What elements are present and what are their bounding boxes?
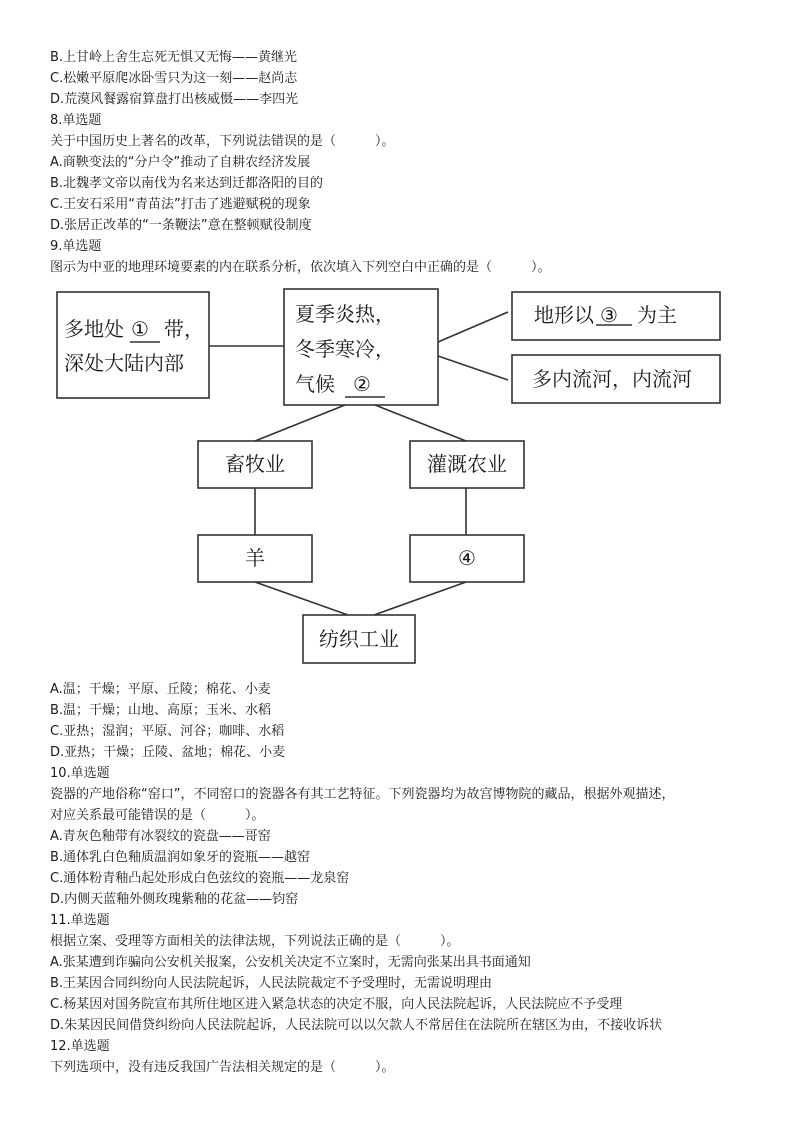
q8-option-a: A.商鞅变法的“分户令”推动了自耕农经济发展 [50,155,311,170]
box1-text-c: 深处大陆内部 [64,351,184,375]
q12-number: 12.单选题 [50,1039,110,1054]
connector [438,356,508,380]
box1-text-a: 多地处 [64,317,124,341]
q9-option-b: B.温；干燥；山地、高原；玉米、水稻 [50,703,272,718]
connector [438,312,508,342]
q11-stem: 根据立案、受理等方面相关的法律法规，下列说法正确的是（ ）。 [50,934,460,949]
box9-text: 纺织工业 [319,627,399,651]
blank-marker-4: ④ [458,546,476,570]
blank-marker-1: ① [131,317,149,341]
q8-number: 8.单选题 [50,113,102,128]
q10-option-b: B.通体乳白色釉质温润如象牙的瓷瓶——越窑 [50,850,311,865]
q8-option-c: C.王安石采用“青苗法”打击了逃避赋税的现象 [50,197,311,212]
q8-option-b: B.北魏孝文帝以南伐为名来达到迁都洛阳的目的 [50,176,324,191]
box3-text-b: 为主 [637,303,677,327]
connector [374,582,466,615]
q11-option-b: B.王某因合同纠纷向人民法院起诉，人民法院裁定不予受理时，无需说明理由 [50,976,493,991]
connector [375,405,466,441]
q10-number: 10.单选题 [50,766,110,781]
box1-text-b: 带， [164,317,204,341]
box2-text-b: 冬季寒冷， [295,337,395,361]
q11-option-a: A.张某遭到诈骗向公安机关报案，公安机关决定不立案时，无需向张某出具书面通知 [50,955,531,970]
box-climate-zone [57,292,209,398]
q11-option-c: C.杨某因对国务院宣布其所住地区进入紧急状态的决定不服，向人民法院起诉，人民法院应不予受理 [50,997,623,1012]
box4-text: 多内流河，内流河 [532,367,692,391]
connector [255,582,348,615]
q10-stem-line-2: 对应关系最可能错误的是（ ）。 [50,808,265,823]
q9-option-a: A.温；干燥；平原、丘陵；棉花、小麦 [50,682,271,697]
box7-text: 羊 [245,546,265,570]
q12-stem: 下列选项中，没有违反我国广告法相关规定的是（ ）。 [50,1060,395,1075]
q10-stem-line-1: 瓷器的产地俗称“窑口”，不同窑口的瓷器各有其工艺特征。下列瓷器均为故宫博物院的藏品，根据外观描述， [50,787,675,802]
box5-text: 畜牧业 [225,452,285,476]
q10-option-a: A.青灰色釉带有冰裂纹的瓷盘——哥窑 [50,829,271,844]
q7-option-c: C.松嫩平原爬冰卧雪只为这一刻——赵尚志 [50,71,298,86]
q8-option-d: D.张居正改革的“一条鞭法”意在整顿赋役制度 [50,218,312,233]
blank-marker-2: ② [353,372,371,396]
q8-stem: 关于中国历史上著名的改革，下列说法错误的是（ ）。 [50,134,395,149]
box6-text: 灌溉农业 [427,452,507,476]
box2-text-a: 夏季炎热， [295,302,395,326]
q11-option-d: D.朱某因民间借贷纠纷向人民法院起诉，人民法院可以以欠款人不常居住在法院所在辖区为由，不接收诉状 [50,1018,663,1033]
box3-text-a: 地形以 [534,303,594,327]
q9-stem: 图示为中亚的地理环境要素的内在联系分析，依次填入下列空白中正确的是（ ）。 [50,260,551,275]
q7-option-d: D.荒漠风餐露宿算盘打出核威慑——李四光 [50,92,299,107]
box2-text-c: 气候 [295,372,335,396]
q9-option-d: D.亚热；干燥；丘陵、盆地；棉花、小麦 [50,745,286,760]
q11-number: 11.单选题 [50,913,110,928]
connector [255,405,345,441]
q7-option-b: B.上甘岭上舍生忘死无惧又无悔——黄继光 [50,50,298,65]
blank-marker-3: ③ [600,303,618,327]
q9-number: 9.单选题 [50,239,102,254]
q10-option-d: D.内侧天蓝釉外侧玫瑰紫釉的花盆——钧窑 [50,892,299,907]
q9-option-c: C.亚热；湿润；平原、河谷；咖啡、水稻 [50,724,285,739]
q10-option-c: C.通体粉青釉凸起处形成白色弦纹的瓷瓶——龙泉窑 [50,871,350,886]
